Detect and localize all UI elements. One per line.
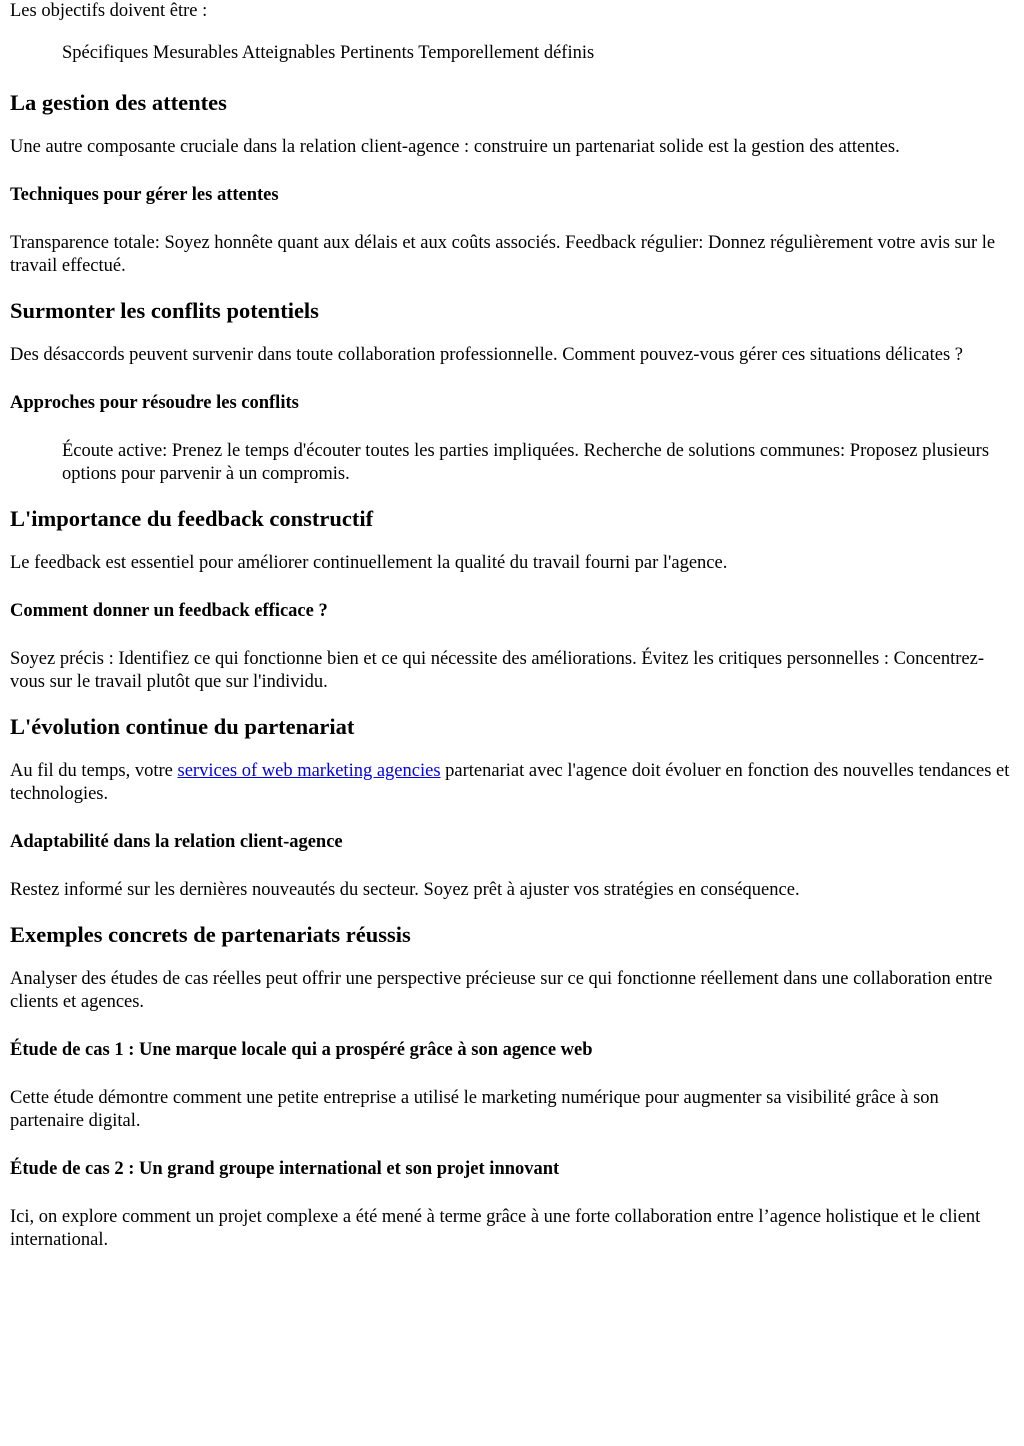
paragraph-etude-cas-2: Ici, on explore comment un projet complexe a été mené à terme grâce à une forte collaboration entre l’agence holistique et le client international. (10, 1207, 981, 1250)
quote-approches-conflits: Écoute active: Prenez le temps d'écouter toutes les parties impliquées. Recherche de solutions communes: Proposez plusieurs options pour parvenir à un compromis. (62, 441, 990, 484)
paragraph-etude-cas-1: Cette étude démontre comment une petite entreprise a utilisé le marketing numérique pour augmenter sa visibilité grâce à son partenaire digital. (10, 1088, 939, 1131)
heading-exemples: Exemples concrets de partenariats réussis (10, 922, 411, 947)
smart-objectives-list: Spécifiques Mesurables Atteignables Pertinents Temporellement définis (62, 43, 595, 63)
subheading-approches-conflits: Approches pour résoudre les conflits (10, 393, 299, 413)
paragraph-evolution-before: Au fil du temps, votre (10, 761, 178, 781)
heading-gestion-attentes: La gestion des attentes (10, 90, 227, 115)
subheading-techniques-attentes: Techniques pour gérer les attentes (10, 185, 279, 205)
paragraph-conflits: Des désaccords peuvent survenir dans toute collaboration professionnelle. Comment pouvez-vous gérer ces situations délicates ? (10, 345, 963, 365)
subheading-etude-cas-1: Étude de cas 1 : Une marque locale qui a prospéré grâce à son agence web (10, 1040, 593, 1060)
subheading-etude-cas-2: Étude de cas 2 : Un grand groupe international et son projet innovant (10, 1159, 560, 1179)
paragraph-exemples: Analyser des études de cas réelles peut offrir une perspective précieuse sur ce qui fonctionne réellement dans une collaboration entre clients et agences. (10, 969, 993, 1012)
paragraph-feedback: Le feedback est essentiel pour améliorer continuellement la qualité du travail fourni par l'agence. (10, 553, 728, 573)
paragraph-evolution-after: partenariat avec l'agence doit évoluer en fonction des nouvelles tendances et technologies. (10, 761, 1010, 804)
paragraph-evolution (10, 760, 1014, 806)
heading-feedback: L'importance du feedback constructif (10, 506, 374, 531)
subheading-adaptabilite: Adaptabilité dans la relation client-agence (10, 832, 343, 852)
paragraph-feedback-efficace: Soyez précis : Identifiez ce qui fonctionne bien et ce qui nécessite des améliorations. Évitez les critiques personnelles : Concentrez-vous sur le travail plutôt que sur l'individu. (10, 649, 984, 692)
paragraph-techniques-attentes: Transparence totale: Soyez honnête quant aux délais et aux coûts associés. Feedback régulier: Donnez régulièrement votre avis sur le travail effectué. (10, 233, 996, 276)
paragraph-gestion-attentes: Une autre composante cruciale dans la relation client-agence : construire un partenariat solide est la gestion des attentes. (10, 137, 900, 157)
heading-evolution: L'évolution continue du partenariat (10, 714, 355, 739)
subheading-feedback-efficace: Comment donner un feedback efficace ? (10, 601, 328, 621)
paragraph-adaptabilite: Restez informé sur les dernières nouveautés du secteur. Soyez prêt à ajuster vos stratégies en conséquence. (10, 880, 800, 900)
web-marketing-agencies-link[interactable]: services of web marketing agencies (177, 761, 441, 781)
intro-lead: Les objectifs doivent être : (10, 1, 208, 21)
heading-conflits: Surmonter les conflits potentiels (10, 298, 319, 323)
